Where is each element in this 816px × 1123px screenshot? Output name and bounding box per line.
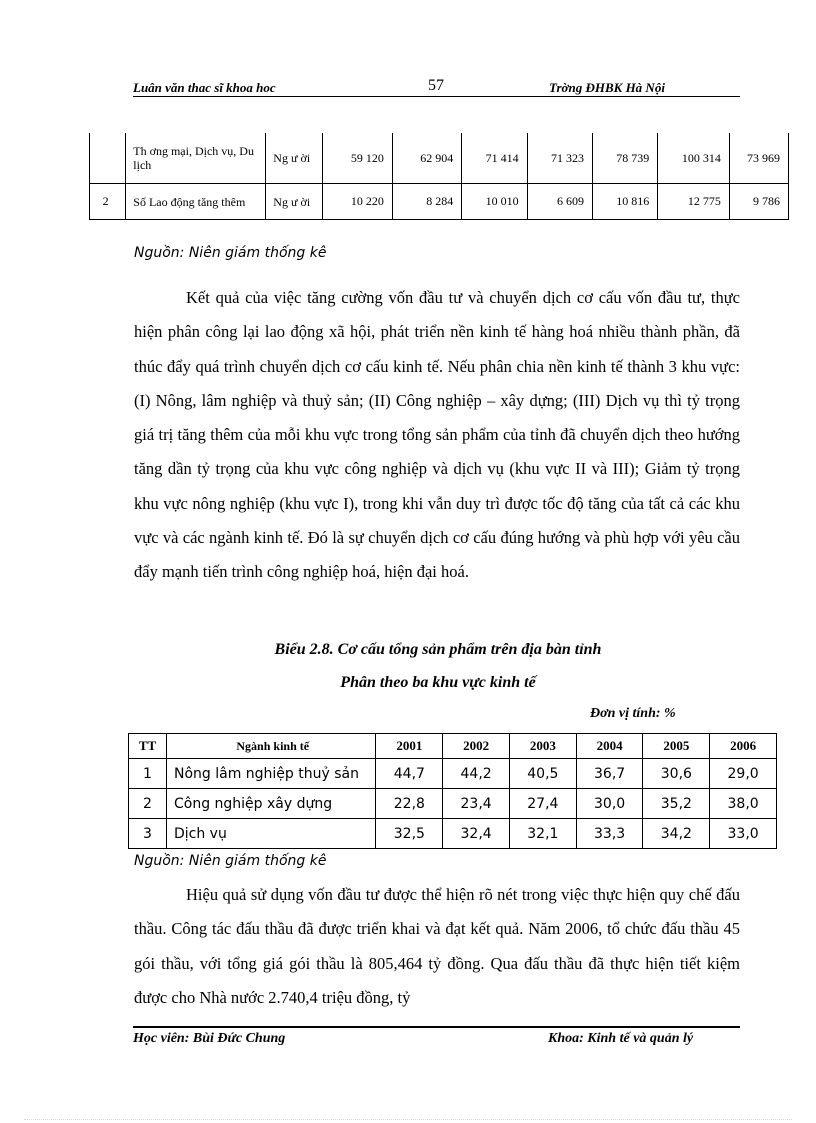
gdp-structure-table bbox=[128, 733, 777, 849]
value-cell: 44,2 bbox=[443, 759, 510, 789]
header-rule bbox=[133, 96, 740, 97]
value-cell: 6 609 bbox=[527, 184, 592, 220]
value-cell: 10 010 bbox=[462, 184, 527, 220]
value-cell: 32,5 bbox=[376, 819, 443, 849]
value-cell: 30,6 bbox=[643, 759, 710, 789]
tt-cell bbox=[90, 133, 126, 184]
table-row bbox=[129, 759, 777, 789]
table-row bbox=[90, 184, 789, 220]
value-cell: 9 786 bbox=[729, 184, 788, 220]
footer-student: Học viên: Bùi Đức Chung bbox=[133, 1031, 286, 1046]
tt-cell: 2 bbox=[129, 789, 167, 819]
value-cell: 29,0 bbox=[710, 759, 777, 789]
header-thesis-title: Luân văn thac sĩ khoa hoc bbox=[133, 80, 276, 95]
value-cell: 10 816 bbox=[592, 184, 657, 220]
header-cell: TT bbox=[129, 734, 167, 759]
footer-rule bbox=[133, 1026, 740, 1028]
page-edge-dots bbox=[24, 1119, 792, 1120]
header-university: Trờng ĐHBK Hà Nội bbox=[549, 80, 665, 95]
page-number: 57 bbox=[428, 77, 444, 94]
source-note: Nguồn: Niên giám thống kê bbox=[134, 853, 327, 869]
value-cell: 59 120 bbox=[323, 133, 392, 184]
sector-name: Công nghiệp xây dựng bbox=[166, 789, 375, 819]
tt-cell: 3 bbox=[129, 819, 167, 849]
header-cell: 2004 bbox=[576, 734, 643, 759]
table-header-row bbox=[129, 734, 777, 759]
tt-cell: 2 bbox=[90, 184, 126, 220]
unit-cell: Ng ư ời bbox=[266, 133, 323, 184]
value-cell: 36,7 bbox=[576, 759, 643, 789]
label-cell: Th ơng mại, Dịch vụ, Du lịch bbox=[126, 133, 266, 184]
value-cell: 34,2 bbox=[643, 819, 710, 849]
value-cell: 10 220 bbox=[323, 184, 392, 220]
unit-label: Đơn vị tính: % bbox=[590, 706, 676, 721]
header-cell: 2001 bbox=[376, 734, 443, 759]
header-cell: 2003 bbox=[509, 734, 576, 759]
source-note: Nguồn: Niên giám thống kê bbox=[134, 245, 327, 261]
value-cell: 33,0 bbox=[710, 819, 777, 849]
value-cell: 35,2 bbox=[643, 789, 710, 819]
footer-faculty: Khoa: Kinh tế và quản lý bbox=[548, 1031, 694, 1046]
value-cell: 78 739 bbox=[592, 133, 657, 184]
value-cell: 22,8 bbox=[376, 789, 443, 819]
tt-cell: 1 bbox=[129, 759, 167, 789]
body-paragraph bbox=[134, 878, 740, 1015]
value-cell: 23,4 bbox=[443, 789, 510, 819]
value-cell: 27,4 bbox=[509, 789, 576, 819]
value-cell: 12 775 bbox=[658, 184, 730, 220]
value-cell: 100 314 bbox=[658, 133, 730, 184]
value-cell: 32,1 bbox=[509, 819, 576, 849]
unit-cell: Ng ư ời bbox=[266, 184, 323, 220]
value-cell: 33,3 bbox=[576, 819, 643, 849]
label-cell: Số Lao động tăng thêm bbox=[126, 184, 266, 220]
header-cell: 2005 bbox=[643, 734, 710, 759]
header-cell: 2006 bbox=[710, 734, 777, 759]
header-cell: Ngành kinh tế bbox=[166, 734, 375, 759]
value-cell: 38,0 bbox=[710, 789, 777, 819]
value-cell: 44,7 bbox=[376, 759, 443, 789]
value-cell: 71 323 bbox=[527, 133, 592, 184]
sector-name: Nông lâm nghiệp thuỷ sản bbox=[166, 759, 375, 789]
paragraph-text: Kết quả của việc tăng cường vốn đầu tư và chuyển dịch cơ cấu vốn đầu tư, thực hiện phân công lại lao động xã hội, phát triển nền kinh tế hàng hoá nhiều thành phần, đã thúc đẩy quá trình chuyển dịch cơ cấu kinh tế. Nếu phân chia nền kinh tế thành 3 khu vực: (I) Nông, lâm nghiệp và thuỷ sản; (II) Công nghiệp – xây dựng; (III) Dịch vụ thì tỷ trọng giá trị tăng thêm của mỗi khu vực trong tổng sản phẩm của tỉnh đã chuyển dịch theo hướng tăng dần tỷ trọng của khu vực công nghiệp và dịch vụ (khu vực II và III); Giảm tỷ trọng khu vực nông nghiệp (khu vực I), trong khi vẫn duy trì được tốc độ tăng của tất cả các khu vực và các ngành kinh tế. Đó là sự chuyển dịch cơ cấu đúng hướng và phù hợp với yêu cầu đẩy mạnh tiến trình công nghiệp hoá, hiện đại hoá. bbox=[134, 288, 740, 582]
value-cell: 62 904 bbox=[392, 133, 461, 184]
table-row bbox=[90, 133, 789, 184]
value-cell: 30,0 bbox=[576, 789, 643, 819]
table-row bbox=[129, 789, 777, 819]
sector-name: Dịch vụ bbox=[166, 819, 375, 849]
value-cell: 40,5 bbox=[509, 759, 576, 789]
table-subtitle: Phân theo ba khu vực kinh tế bbox=[340, 674, 536, 691]
paragraph-text: Hiệu quả sử dụng vốn đầu tư được thể hiện rõ nét trong việc thực hiện quy chế đấu thầu. Công tác đấu thầu đã được triển khai và đạt kết quả. Năm 2006, tổ chức đấu thầu 45 gói thầu, với tổng giá gói thầu là 805,464 tỷ đồng. Qua đấu thầu đã thực hiện tiết kiệm được cho Nhà nước 2.740,4 triệu đồng, tỷ bbox=[134, 885, 740, 1007]
table-title: Biểu 2.8. Cơ cấu tổng sản phẩm trên địa bàn tỉnh bbox=[274, 641, 602, 658]
value-cell: 71 414 bbox=[462, 133, 527, 184]
header-cell: 2002 bbox=[443, 734, 510, 759]
labor-table bbox=[89, 133, 789, 220]
table-row bbox=[129, 819, 777, 849]
value-cell: 8 284 bbox=[392, 184, 461, 220]
value-cell: 73 969 bbox=[729, 133, 788, 184]
value-cell: 32,4 bbox=[443, 819, 510, 849]
body-paragraph bbox=[134, 281, 740, 590]
